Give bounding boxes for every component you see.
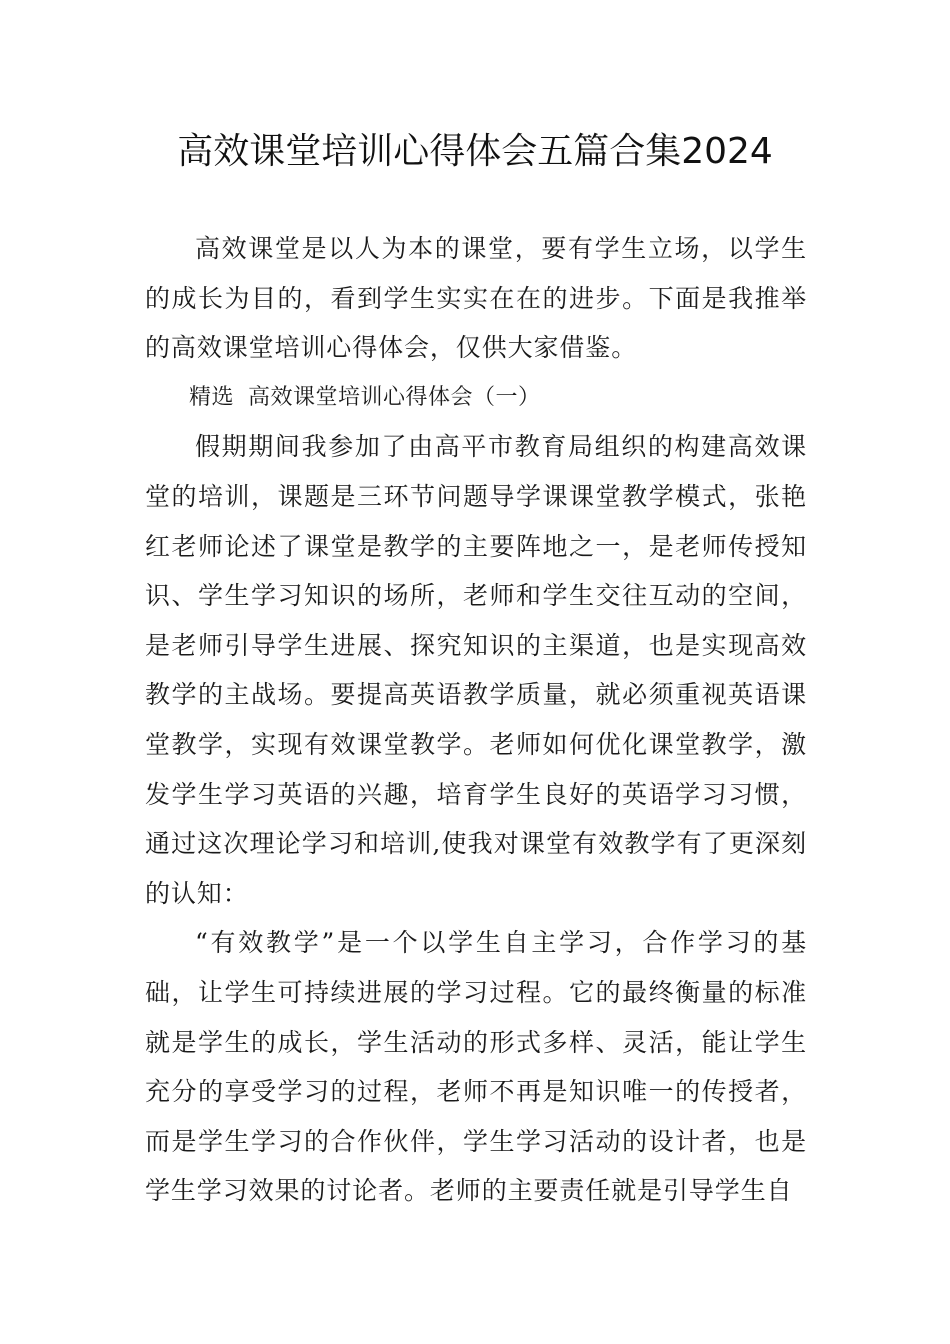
section-heading-text: 高效课堂培训心得体会（一）: [248, 384, 541, 410]
section-heading-prefix: 精选: [189, 384, 235, 410]
body-paragraph-1: 假期期间我参加了由高平市教育局组织的构建高效课堂的培训，课题是三环节问题导学课课堂教学模式，张艳红老师论述了课堂是教学的主要阵地之一，是老师传授知识、学生学习知识的场所，老师和学生交往互动的空间，是老师引导学生进展、探究知识的主渠道，也是实现高效教学的主战场。要提高英语教学质量，就必须重视英语课堂教学，实现有效课堂教学。老师如何优化课堂教学，激发学生学习英语的兴趣，培育学生良好的英语学习习惯，通过这次理论学习和培训,使我对课堂有效教学有了更深刻的认知：: [145, 432, 807, 908]
section-heading: [145, 373, 807, 423]
intro-paragraph: 高效课堂是以人为本的课堂，要有学生立场，以学生的成长为目的，看到学生实实在在的进步。下面是我推举的高效课堂培训心得体会，仅供大家借鉴。: [145, 234, 807, 363]
document-title: 高效课堂培训心得体会五篇合集2024: [177, 131, 773, 172]
document-body: [145, 224, 807, 1216]
body-paragraph-2: “有效教学”是一个以学生自主学习，合作学习的基础，让学生可持续进展的学习过程。它的最终衡量的标准就是学生的成长，学生活动的形式多样、灵活，能让学生充分的享受学习的过程，老师不再是知识唯一的传授者，而是学生学习的合作伙伴，学生学习活动的设计者，也是学生学习效果的讨论者。老师的主要责任就是引导学生自: [145, 928, 807, 1206]
